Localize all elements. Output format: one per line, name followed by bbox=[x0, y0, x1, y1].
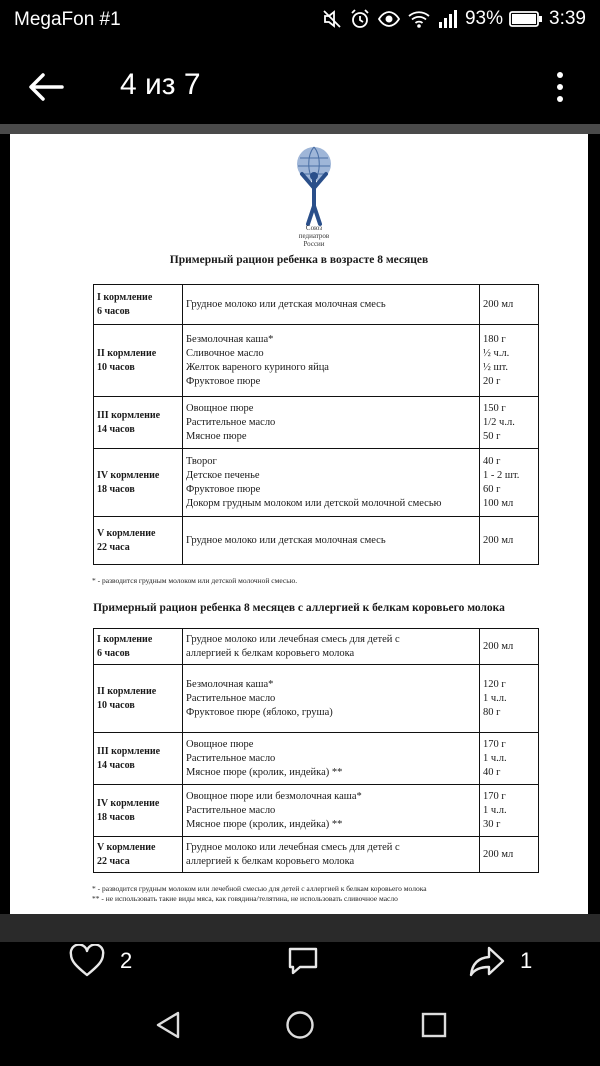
cell-line: I кормление bbox=[97, 291, 153, 303]
battery-percent: 93% bbox=[464, 8, 504, 29]
cell-line: 18 часов bbox=[97, 483, 135, 495]
cell-line: Грудное молоко или лечебная смесь для детей с bbox=[186, 633, 400, 645]
amounts-cell bbox=[480, 785, 539, 837]
cell-line: 80 г bbox=[483, 706, 501, 718]
cell-line: Сливочное масло bbox=[186, 347, 264, 359]
cell-line: 200 мл bbox=[483, 640, 514, 652]
diet-table-allergy bbox=[93, 628, 539, 873]
cell-line: 1 ч.л. bbox=[483, 752, 507, 764]
cell-line: V кормление bbox=[97, 841, 156, 853]
table-row bbox=[94, 325, 539, 397]
cell-line: 40 г bbox=[483, 766, 501, 778]
foods-cell bbox=[183, 285, 480, 325]
cell-line: II кормление bbox=[97, 685, 157, 697]
more-vert-icon[interactable] bbox=[550, 70, 570, 104]
cell-line: II кормление bbox=[97, 347, 157, 359]
cell-line: 22 часа bbox=[97, 541, 130, 553]
table2-title: Примерный рацион ребенка 8 месяцев с аллергией к белкам коровьего молока bbox=[93, 602, 505, 614]
amounts-cell bbox=[480, 665, 539, 733]
status-bar bbox=[0, 0, 600, 40]
home-circle-icon[interactable] bbox=[285, 1010, 315, 1040]
table-row bbox=[94, 785, 539, 837]
foods-cell bbox=[183, 733, 480, 785]
feeding-cell bbox=[94, 837, 183, 873]
cell-line: аллергией к белкам коровьего молока bbox=[186, 647, 355, 659]
amounts-cell bbox=[480, 325, 539, 397]
cell-line: Грудное молоко или лечебная смесь для детей с bbox=[186, 841, 400, 853]
foods-cell bbox=[183, 629, 480, 665]
cell-line: 6 часов bbox=[97, 305, 130, 317]
cell-line: 10 часов bbox=[97, 699, 135, 711]
cell-line: 200 мл bbox=[483, 848, 514, 860]
table1-footnote: * - разводится грудным молоком или детской молочной смесью. bbox=[92, 576, 298, 585]
image-top-border bbox=[0, 124, 600, 134]
signal-icon bbox=[437, 8, 459, 30]
cell-line: 180 г bbox=[483, 333, 506, 345]
cell-line: 100 мл bbox=[483, 497, 514, 509]
cell-line: Растительное масло bbox=[186, 752, 276, 764]
feeding-cell bbox=[94, 665, 183, 733]
share-button[interactable] bbox=[468, 944, 532, 978]
feeding-cell bbox=[94, 285, 183, 325]
amounts-cell bbox=[480, 629, 539, 665]
cell-line: 1 ч.л. bbox=[483, 692, 507, 704]
clock: 3:39 bbox=[549, 8, 586, 29]
amounts-cell bbox=[480, 449, 539, 517]
feeding-cell bbox=[94, 733, 183, 785]
foods-cell bbox=[183, 837, 480, 873]
cell-line: Детское печенье bbox=[186, 469, 260, 481]
image-bottom-border bbox=[0, 914, 600, 942]
feeding-cell bbox=[94, 517, 183, 565]
cell-line: 20 г bbox=[483, 375, 501, 387]
cell-line: 22 часа bbox=[97, 855, 130, 867]
cell-line: ½ шт. bbox=[483, 361, 509, 373]
back-arrow-icon[interactable] bbox=[26, 70, 66, 104]
heart-icon bbox=[68, 944, 106, 978]
foods-cell bbox=[183, 325, 480, 397]
table-row bbox=[94, 517, 539, 565]
page-counter-title: 4 из 7 bbox=[120, 68, 201, 101]
amounts-cell bbox=[480, 733, 539, 785]
diet-table-8-months bbox=[93, 284, 539, 565]
cell-line: 50 г bbox=[483, 430, 501, 442]
cell-line: аллергией к белкам коровьего молока bbox=[186, 855, 355, 867]
cell-line: 14 часов bbox=[97, 759, 135, 771]
cell-line: Растительное масло bbox=[186, 416, 276, 428]
like-button[interactable] bbox=[68, 944, 132, 978]
table-row bbox=[94, 665, 539, 733]
foods-cell bbox=[183, 397, 480, 449]
comment-icon bbox=[286, 944, 320, 978]
foods-cell bbox=[183, 665, 480, 733]
table-row bbox=[94, 285, 539, 325]
cell-line: 10 часов bbox=[97, 361, 135, 373]
cell-line: III кормление bbox=[97, 409, 161, 421]
amounts-cell bbox=[480, 397, 539, 449]
table-row bbox=[94, 449, 539, 517]
cell-line: 170 г bbox=[483, 738, 506, 750]
recents-square-icon[interactable] bbox=[420, 1010, 448, 1040]
wifi-icon bbox=[407, 8, 431, 30]
mute-icon bbox=[321, 8, 343, 30]
back-triangle-icon[interactable] bbox=[154, 1010, 182, 1040]
table-row bbox=[94, 397, 539, 449]
feeding-cell bbox=[94, 629, 183, 665]
cell-line: Грудное молоко или детская молочная смесь bbox=[186, 534, 386, 546]
eye-icon bbox=[377, 8, 401, 30]
bottom-bar bbox=[0, 942, 600, 1066]
cell-line: 120 г bbox=[483, 678, 506, 690]
status-icons bbox=[321, 8, 586, 30]
cell-line: 170 г bbox=[483, 790, 506, 802]
like-count: 2 bbox=[120, 948, 133, 973]
cell-line: Безмолочная каша* bbox=[186, 678, 274, 690]
cell-line: Овощное пюре или безмолочная каша* bbox=[186, 790, 362, 802]
cell-line: I кормление bbox=[97, 633, 153, 645]
share-count: 1 bbox=[520, 948, 533, 973]
cell-line: Фруктовое пюре bbox=[186, 483, 261, 495]
cell-line: Безмолочная каша* bbox=[186, 333, 274, 345]
cell-line: 60 г bbox=[483, 483, 501, 495]
cell-line: 1/2 ч.л. bbox=[483, 416, 515, 428]
cell-line: III кормление bbox=[97, 745, 161, 757]
cell-line: Фруктовое пюре bbox=[186, 375, 261, 387]
battery-icon bbox=[509, 9, 543, 29]
feeding-cell bbox=[94, 325, 183, 397]
cell-line: 1 - 2 шт. bbox=[483, 469, 520, 481]
foods-cell bbox=[183, 785, 480, 837]
carrier-name: MegaFon #1 bbox=[14, 9, 121, 30]
amounts-cell bbox=[480, 837, 539, 873]
cell-line: Мясное пюре (кролик, индейка) ** bbox=[186, 818, 343, 830]
amounts-cell bbox=[480, 517, 539, 565]
table-row bbox=[94, 733, 539, 785]
cell-line: Желток вареного куриного яйца bbox=[186, 361, 329, 373]
cell-line: Грудное молоко или детская молочная смесь bbox=[186, 298, 386, 310]
table1-title: Примерный рацион ребенка в возрасте 8 месяцев bbox=[169, 254, 429, 266]
comment-button[interactable] bbox=[286, 944, 320, 978]
cell-line: Фруктовое пюре (яблоко, груша) bbox=[186, 706, 333, 718]
feeding-cell bbox=[94, 449, 183, 517]
logo-caption: Союз педиатров России bbox=[298, 224, 330, 248]
cell-line: 150 г bbox=[483, 402, 506, 414]
cell-line: Растительное масло bbox=[186, 692, 276, 704]
feeding-cell bbox=[94, 397, 183, 449]
cell-line: Растительное масло bbox=[186, 804, 276, 816]
foods-cell bbox=[183, 449, 480, 517]
cell-line: 6 часов bbox=[97, 647, 130, 659]
cell-line: Творог bbox=[186, 455, 217, 467]
cell-line: 1 ч.л. bbox=[483, 804, 507, 816]
table-row bbox=[94, 837, 539, 873]
top-app-bar bbox=[0, 40, 600, 128]
cell-line: Мясное пюре bbox=[186, 430, 247, 442]
amounts-cell bbox=[480, 285, 539, 325]
cell-line: IV кормление bbox=[97, 469, 160, 481]
cell-line: V кормление bbox=[97, 527, 156, 539]
cell-line: Докорм грудным молоком или детской молочной смесью bbox=[186, 497, 442, 509]
cell-line: 14 часов bbox=[97, 423, 135, 435]
cell-line: Мясное пюре (кролик, индейка) ** bbox=[186, 766, 343, 778]
feeding-cell bbox=[94, 785, 183, 837]
cell-line: 200 мл bbox=[483, 534, 514, 546]
cell-line: 40 г bbox=[483, 455, 501, 467]
cell-line: ½ ч.л. bbox=[483, 347, 510, 359]
cell-line: IV кормление bbox=[97, 797, 160, 809]
share-icon bbox=[468, 944, 506, 978]
cell-line: Овощное пюре bbox=[186, 402, 254, 414]
cell-line: 200 мл bbox=[483, 298, 514, 310]
alarm-icon bbox=[349, 8, 371, 30]
foods-cell bbox=[183, 517, 480, 565]
cell-line: 18 часов bbox=[97, 811, 135, 823]
table-row bbox=[94, 629, 539, 665]
cell-line: 30 г bbox=[483, 818, 501, 830]
cell-line: Овощное пюре bbox=[186, 738, 254, 750]
table2-footnotes: * - разводится грудным молоком или лечебной смесью для детей с аллергией к белкам коровьего молока ** - не использовать такие виды мяса, как говядина/телятина, не использовать сливочное масло bbox=[92, 884, 427, 903]
document-image[interactable] bbox=[10, 134, 588, 914]
